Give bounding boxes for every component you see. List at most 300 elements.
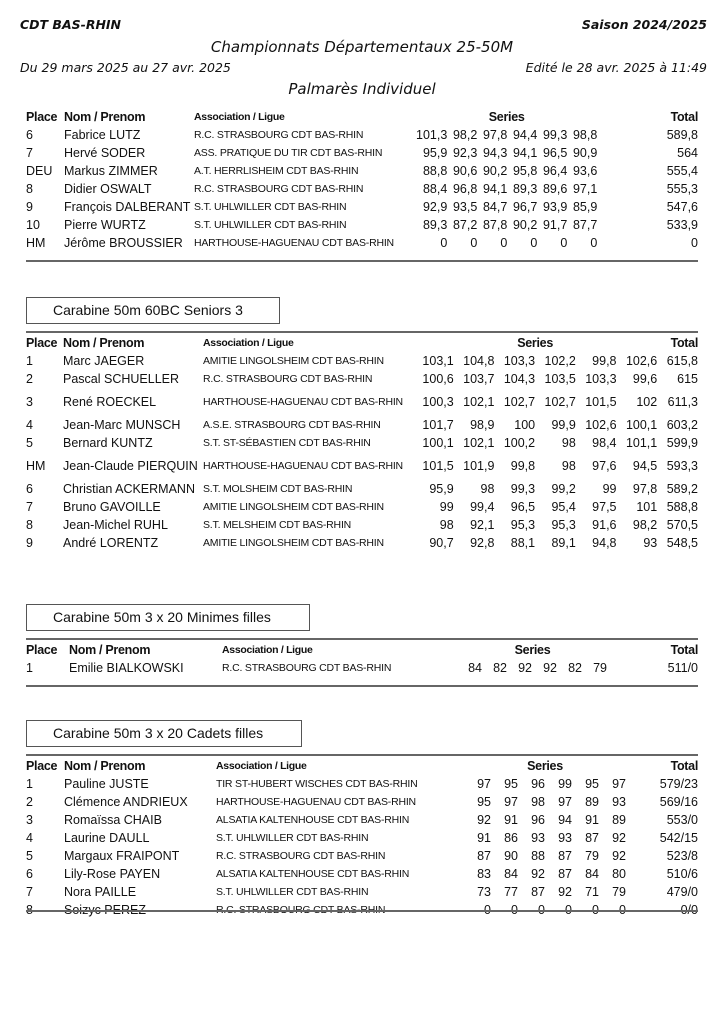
place-cell: 3: [26, 813, 33, 827]
series-score-cell: 91: [477, 831, 491, 845]
section-divider: [26, 260, 698, 262]
series-score-cell: 88,4: [422, 182, 448, 196]
association-cell: S.T. UHLWILLER CDT BAS-RHIN: [194, 201, 347, 213]
series-score-cell: 92,9: [422, 200, 448, 214]
series-score-cell: 103,7: [463, 372, 495, 386]
series-score-cell: 84: [504, 867, 518, 881]
series-score-cell: 101,3: [416, 128, 448, 142]
total-cell: 593,3: [666, 459, 698, 473]
series-score-cell: 97: [477, 777, 491, 791]
series-score-cell: 96,5: [510, 500, 536, 514]
series-score-cell: 100,6: [422, 372, 454, 386]
series-score-cell: 88,8: [422, 164, 448, 178]
column-header-association: Association / Ligue: [194, 111, 285, 123]
series-score-cell: 93: [558, 831, 572, 845]
association-cell: S.T. ST-SÉBASTIEN CDT BAS-RHIN: [203, 437, 371, 449]
place-cell: 6: [26, 482, 33, 496]
series-score-cell: 101: [636, 500, 658, 514]
name-cell: Pierre WURTZ: [64, 218, 146, 232]
column-header-total: Total: [670, 759, 698, 773]
table-row: [26, 434, 698, 452]
series-score-cell: 94,8: [592, 536, 617, 550]
total-cell: 589,8: [666, 128, 698, 142]
series-score-cell: 100,1: [625, 418, 658, 432]
table-row: [26, 847, 698, 865]
association-cell: ASS. PRATIQUE DU TIR CDT BAS-RHIN: [194, 147, 383, 159]
table-header-row: [26, 334, 698, 352]
name-cell: Emilie BIALKOWSKI: [69, 661, 184, 675]
series-score-cell: 87: [585, 831, 599, 845]
series-score-cell: 96,8: [452, 182, 478, 196]
table-row: [26, 534, 698, 552]
series-score-cell: 94,3: [482, 146, 508, 160]
series-score-cell: 94: [558, 813, 572, 827]
association-cell: HARTHOUSE-HAGUENAU CDT BAS-RHIN: [203, 460, 403, 472]
series-score-cell: 101,7: [422, 418, 454, 432]
series-score-cell: 101,9: [463, 459, 495, 473]
column-header-name: Nom / Prenom: [69, 643, 151, 657]
series-score-cell: 97: [612, 777, 626, 791]
total-cell: 533,9: [666, 218, 698, 232]
series-score-cell: 91,7: [542, 218, 568, 232]
place-cell: 10: [26, 218, 40, 232]
column-header-series: Series: [514, 643, 551, 657]
table-row: [26, 865, 698, 883]
series-score-cell: 97: [558, 795, 572, 809]
series-score-cell: 97,8: [632, 482, 658, 496]
series-score-cell: 96,5: [542, 146, 568, 160]
series-score-cell: 103,1: [422, 354, 454, 368]
series-score-cell: 92,8: [470, 536, 495, 550]
association-cell: A.S.E. STRASBOURG CDT BAS-RHIN: [203, 419, 381, 431]
association-cell: A.T. HERRLISHEIM CDT BAS-RHIN: [194, 165, 359, 177]
name-cell: Fabrice LUTZ: [64, 128, 141, 142]
series-score-cell: 99,8: [510, 459, 536, 473]
name-cell: Pascal SCHUELLER: [63, 372, 180, 386]
name-cell: Jean-Claude PIERQUIN: [63, 459, 198, 473]
column-header-place: Place: [26, 643, 58, 657]
results-table: [26, 641, 698, 677]
table-row: [26, 234, 698, 252]
series-score-cell: 87,7: [572, 218, 598, 232]
page-subtitle: Palmarès Individuel: [288, 80, 436, 98]
series-score-cell: 99,3: [510, 482, 536, 496]
place-cell: 6: [26, 128, 33, 142]
column-header-association: Association / Ligue: [203, 337, 294, 349]
association-cell: AMITIE LINGOLSHEIM CDT BAS-RHIN: [203, 501, 384, 513]
total-cell: 511/0: [667, 661, 698, 675]
name-cell: Romaïssa CHAIB: [64, 813, 162, 827]
section-title: Carabine 50m 3 x 20 Cadets filles: [26, 720, 302, 747]
name-cell: Laurine DAULL: [64, 831, 150, 845]
series-score-cell: 91,6: [592, 518, 617, 532]
series-score-cell: 99,2: [551, 482, 576, 496]
section-divider: [26, 685, 698, 687]
table-row: [26, 480, 698, 498]
place-cell: 7: [26, 885, 33, 899]
total-cell: 548,5: [666, 536, 698, 550]
series-score-cell: 90,2: [512, 218, 538, 232]
date-range: Du 29 mars 2025 au 27 avr. 2025: [20, 60, 231, 75]
association-cell: HARTHOUSE-HAGUENAU CDT BAS-RHIN: [194, 237, 394, 249]
series-score-cell: 102,7: [503, 395, 536, 409]
series-score-cell: 96: [531, 813, 545, 827]
series-score-cell: 99: [439, 500, 454, 514]
association-cell: R.C. STRASBOURG CDT BAS-RHIN: [194, 183, 364, 195]
series-score-cell: 71: [585, 885, 599, 899]
series-score-cell: 90,6: [452, 164, 478, 178]
total-cell: 579/23: [659, 777, 698, 791]
section-title: Carabine 50m 60BC Seniors 3: [26, 297, 280, 324]
series-score-cell: 99: [602, 482, 617, 496]
total-cell: 615,8: [666, 354, 698, 368]
series-score-cell: 84: [468, 661, 482, 675]
series-score-cell: 89,3: [422, 218, 448, 232]
series-score-cell: 97,8: [482, 128, 508, 142]
name-cell: André LORENTZ: [63, 536, 159, 550]
table-row: [26, 452, 698, 480]
series-score-cell: 98,2: [452, 128, 478, 142]
series-score-cell: 82: [493, 661, 507, 675]
series-score-cell: 84: [585, 867, 599, 881]
name-cell: Hervé SODER: [64, 146, 146, 160]
column-header-series: Series: [488, 110, 525, 124]
name-cell: Christian ACKERMANN: [63, 482, 195, 496]
series-score-cell: 84,7: [482, 200, 508, 214]
association-cell: ALSATIA KALTENHOUSE CDT BAS-RHIN: [216, 814, 410, 826]
series-score-cell: 89,3: [512, 182, 538, 196]
place-cell: 3: [26, 395, 33, 409]
table-row: [26, 370, 698, 388]
place-cell: 6: [26, 867, 33, 881]
series-score-cell: 96,4: [542, 164, 568, 178]
series-score-cell: 97,6: [592, 459, 617, 473]
table-row: [26, 216, 698, 234]
place-cell: 8: [26, 518, 33, 532]
series-score-cell: 89: [612, 813, 626, 827]
series-score-cell: 0: [590, 236, 598, 250]
total-cell: 510/6: [666, 867, 698, 881]
column-header-name: Nom / Prenom: [63, 336, 145, 350]
series-score-cell: 92,1: [470, 518, 495, 532]
edited-timestamp: Edité le 28 avr. 2025 à 11:49: [525, 60, 707, 75]
association-cell: AMITIE LINGOLSHEIM CDT BAS-RHIN: [203, 355, 384, 367]
series-score-cell: 102,6: [625, 354, 658, 368]
series-score-cell: 98,4: [592, 436, 617, 450]
series-score-cell: 103,3: [503, 354, 536, 368]
series-score-cell: 82: [568, 661, 582, 675]
series-score-cell: 95,3: [510, 518, 536, 532]
series-score-cell: 103,5: [544, 372, 576, 386]
place-cell: 4: [26, 831, 33, 845]
column-header-name: Nom / Prenom: [64, 759, 146, 773]
series-score-cell: 90,9: [572, 146, 598, 160]
table-row: [26, 659, 698, 677]
series-score-cell: 92: [518, 661, 532, 675]
series-score-cell: 88,1: [510, 536, 536, 550]
series-score-cell: 87: [558, 849, 572, 863]
series-score-cell: 93,9: [542, 200, 568, 214]
place-cell: 2: [26, 795, 33, 809]
name-cell: Margaux FRAIPONT: [64, 849, 180, 863]
series-score-cell: 91: [585, 813, 599, 827]
series-score-cell: 86: [504, 831, 518, 845]
series-score-cell: 96,7: [512, 200, 538, 214]
series-score-cell: 102,1: [463, 436, 495, 450]
table-row: [26, 793, 698, 811]
series-score-cell: 94,4: [512, 128, 538, 142]
series-score-cell: 94,1: [512, 146, 538, 160]
series-score-cell: 89,1: [551, 536, 576, 550]
association-cell: S.T. UHLWILLER CDT BAS-RHIN: [194, 219, 347, 231]
name-cell: Jérôme BROUSSIER: [64, 236, 183, 250]
section-rule: [26, 638, 698, 640]
series-score-cell: 92,3: [452, 146, 478, 160]
series-score-cell: 100,2: [503, 436, 536, 450]
series-score-cell: 98: [439, 518, 454, 532]
column-header-name: Nom / Prenom: [64, 110, 146, 124]
section-title: Carabine 50m 3 x 20 Minimes filles: [26, 604, 310, 631]
name-cell: Bruno GAVOILLE: [63, 500, 161, 514]
series-score-cell: 94,1: [482, 182, 508, 196]
results-table: [26, 757, 698, 919]
total-cell: 611,3: [667, 395, 698, 409]
column-header-total: Total: [670, 336, 698, 350]
association-cell: TIR ST-HUBERT WISCHES CDT BAS-RHIN: [216, 778, 418, 790]
series-score-cell: 92: [477, 813, 491, 827]
series-score-cell: 98: [531, 795, 545, 809]
place-cell: 4: [26, 418, 33, 432]
name-cell: Clémence ANDRIEUX: [64, 795, 188, 809]
name-cell: Marc JAEGER: [63, 354, 145, 368]
organization-label: CDT BAS-RHIN: [20, 17, 122, 32]
series-score-cell: 101,5: [422, 459, 454, 473]
section-rule: [26, 754, 698, 756]
series-score-cell: 99,4: [470, 500, 495, 514]
series-score-cell: 101,5: [585, 395, 617, 409]
total-cell: 553/0: [666, 813, 698, 827]
place-cell: 1: [26, 777, 33, 791]
series-score-cell: 91: [504, 813, 518, 827]
column-header-series: Series: [517, 336, 553, 350]
table-header-row: [26, 641, 698, 659]
series-score-cell: 90,7: [429, 536, 454, 550]
series-score-cell: 102,6: [585, 418, 617, 432]
series-score-cell: 98,8: [572, 128, 598, 142]
series-score-cell: 87: [477, 849, 491, 863]
series-score-cell: 87: [531, 885, 545, 899]
series-score-cell: 104,3: [503, 372, 536, 386]
series-score-cell: 87,2: [452, 218, 478, 232]
association-cell: R.C. STRASBOURG CDT BAS-RHIN: [194, 129, 364, 141]
name-cell: Jean-Marc MUNSCH: [63, 418, 181, 432]
total-cell: 542/15: [659, 831, 698, 845]
results-table: [26, 108, 698, 252]
table-row: [26, 352, 698, 370]
association-cell: S.T. UHLWILLER CDT BAS-RHIN: [216, 832, 369, 844]
series-score-cell: 90,2: [482, 164, 508, 178]
series-score-cell: 104,8: [463, 354, 495, 368]
association-cell: AMITIE LINGOLSHEIM CDT BAS-RHIN: [203, 537, 384, 549]
series-score-cell: 88: [531, 849, 545, 863]
total-cell: 569/16: [659, 795, 698, 809]
series-score-cell: 99: [558, 777, 572, 791]
series-score-cell: 87,8: [482, 218, 508, 232]
series-score-cell: 102,2: [544, 354, 576, 368]
series-score-cell: 0: [500, 236, 508, 250]
column-header-total: Total: [670, 110, 698, 124]
column-header-place: Place: [26, 759, 58, 773]
table-row: [26, 162, 698, 180]
series-score-cell: 92: [531, 867, 545, 881]
table-row: [26, 388, 698, 416]
total-cell: 479/0: [666, 885, 698, 899]
series-score-cell: 95: [504, 777, 518, 791]
series-score-cell: 92: [543, 661, 557, 675]
section-divider: [26, 910, 698, 912]
place-cell: HM: [26, 236, 46, 250]
name-cell: Markus ZIMMER: [64, 164, 158, 178]
series-score-cell: 92: [558, 885, 572, 899]
series-score-cell: 73: [477, 885, 491, 899]
series-score-cell: 98: [561, 459, 576, 473]
series-score-cell: 93: [531, 831, 545, 845]
place-cell: 1: [26, 661, 33, 675]
series-score-cell: 83: [477, 867, 491, 881]
series-score-cell: 102: [636, 395, 658, 409]
name-cell: René ROECKEL: [63, 395, 157, 409]
place-cell: 2: [26, 372, 33, 386]
series-score-cell: 98: [480, 482, 495, 496]
table-row: [26, 180, 698, 198]
place-cell: 8: [26, 182, 33, 196]
total-cell: 547,6: [666, 200, 698, 214]
series-score-cell: 0: [470, 236, 478, 250]
series-score-cell: 79: [585, 849, 599, 863]
section-rule: [26, 331, 698, 333]
series-score-cell: 100,1: [422, 436, 454, 450]
place-cell: 5: [26, 849, 33, 863]
table-row: [26, 498, 698, 516]
total-cell: 555,4: [666, 164, 698, 178]
column-header-association: Association / Ligue: [222, 644, 313, 656]
total-cell: 555,3: [666, 182, 698, 196]
series-score-cell: 95,3: [551, 518, 576, 532]
table-header-row: [26, 108, 698, 126]
series-score-cell: 95: [477, 795, 491, 809]
series-score-cell: 101,1: [625, 436, 658, 450]
column-header-place: Place: [26, 336, 58, 350]
series-score-cell: 85,9: [572, 200, 598, 214]
association-cell: R.C. STRASBOURG CDT BAS-RHIN: [203, 373, 373, 385]
place-cell: 5: [26, 436, 33, 450]
series-score-cell: 99,8: [592, 354, 617, 368]
series-score-cell: 97,1: [572, 182, 598, 196]
place-cell: 7: [26, 500, 33, 514]
series-score-cell: 99,9: [551, 418, 576, 432]
association-cell: ALSATIA KALTENHOUSE CDT BAS-RHIN: [216, 868, 410, 880]
association-cell: S.T. UHLWILLER CDT BAS-RHIN: [216, 886, 369, 898]
series-score-cell: 95,9: [429, 482, 454, 496]
series-score-cell: 77: [504, 885, 518, 899]
series-score-cell: 79: [612, 885, 626, 899]
association-cell: S.T. MOLSHEIM CDT BAS-RHIN: [203, 483, 353, 495]
table-row: [26, 416, 698, 434]
series-score-cell: 98,9: [470, 418, 495, 432]
table-row: [26, 198, 698, 216]
total-cell: 523/8: [666, 849, 698, 863]
series-score-cell: 97: [504, 795, 518, 809]
total-cell: 603,2: [666, 418, 698, 432]
table-row: [26, 516, 698, 534]
series-score-cell: 98,2: [632, 518, 658, 532]
total-cell: 615: [677, 372, 698, 386]
association-cell: S.T. MELSHEIM CDT BAS-RHIN: [203, 519, 352, 531]
series-score-cell: 80: [612, 867, 626, 881]
page-title: Championnats Départementaux 25-50M: [210, 38, 514, 56]
series-score-cell: 100,3: [422, 395, 454, 409]
place-cell: 9: [26, 536, 33, 550]
series-score-cell: 92: [612, 831, 626, 845]
series-score-cell: 99,3: [542, 128, 568, 142]
column-header-place: Place: [26, 110, 58, 124]
column-header-series: Series: [527, 759, 563, 773]
series-score-cell: 96: [531, 777, 545, 791]
series-score-cell: 99,6: [632, 372, 658, 386]
series-score-cell: 102,7: [544, 395, 576, 409]
place-cell: 7: [26, 146, 33, 160]
column-header-association: Association / Ligue: [216, 760, 307, 772]
series-score-cell: 95,9: [422, 146, 448, 160]
name-cell: Pauline JUSTE: [64, 777, 149, 791]
series-score-cell: 92: [612, 849, 626, 863]
series-score-cell: 97,5: [592, 500, 617, 514]
series-score-cell: 95,4: [551, 500, 576, 514]
series-score-cell: 100: [514, 418, 536, 432]
series-score-cell: 98: [561, 436, 576, 450]
series-score-cell: 0: [560, 236, 568, 250]
series-score-cell: 93: [643, 536, 658, 550]
association-cell: HARTHOUSE-HAGUENAU CDT BAS-RHIN: [216, 796, 416, 808]
total-cell: 564: [677, 146, 698, 160]
place-cell: HM: [26, 459, 46, 473]
table-row: [26, 811, 698, 829]
column-header-total: Total: [670, 643, 698, 657]
series-score-cell: 95: [585, 777, 599, 791]
total-cell: 599,9: [666, 436, 698, 450]
association-cell: R.C. STRASBOURG CDT BAS-RHIN: [216, 850, 386, 862]
series-score-cell: 0: [530, 236, 538, 250]
total-cell: 570,5: [666, 518, 698, 532]
series-score-cell: 89: [585, 795, 599, 809]
name-cell: Nora PAILLE: [64, 885, 137, 899]
series-score-cell: 93,5: [452, 200, 478, 214]
name-cell: Bernard KUNTZ: [63, 436, 153, 450]
series-score-cell: 94,5: [632, 459, 658, 473]
table-row: [26, 775, 698, 793]
place-cell: 9: [26, 200, 33, 214]
place-cell: 1: [26, 354, 33, 368]
total-cell: 589,2: [666, 482, 698, 496]
season-label: Saison 2024/2025: [581, 17, 707, 32]
name-cell: Lily-Rose PAYEN: [64, 867, 161, 881]
table-row: [26, 144, 698, 162]
total-cell: 588,8: [666, 500, 698, 514]
name-cell: Didier OSWALT: [64, 182, 152, 196]
table-row: [26, 126, 698, 144]
series-score-cell: 90: [504, 849, 518, 863]
name-cell: Jean-Michel RUHL: [63, 518, 168, 532]
